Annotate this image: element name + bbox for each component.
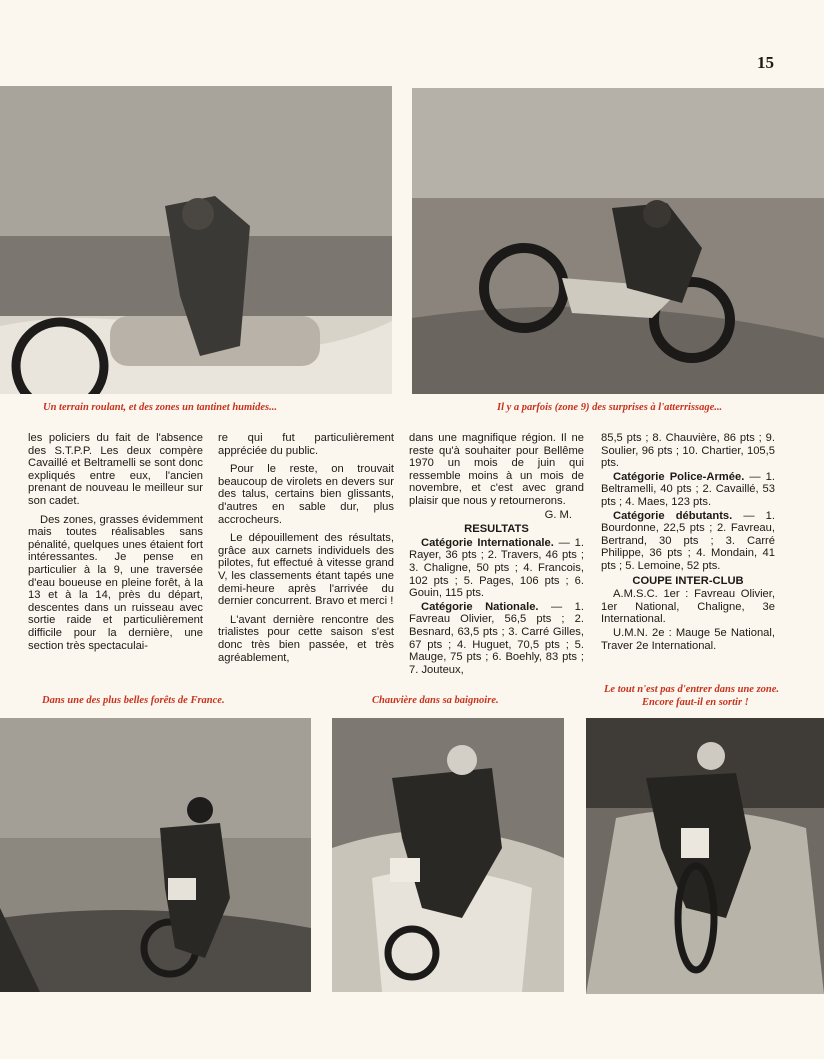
photo-rider-water-top-left xyxy=(0,86,392,394)
cat-internationale-label: Catégorie Internationale. xyxy=(421,536,554,549)
caption-bottom-middle: Chauvière dans sa baignoire. xyxy=(372,695,499,706)
page-number: 15 xyxy=(757,53,774,72)
results-internationale xyxy=(409,537,584,600)
caption-bottom-right-2: Encore faut-il en sortir ! xyxy=(642,697,749,708)
photo-rider-forest-bottom-left xyxy=(0,718,311,992)
col2-paragraph-2: Pour le reste, on trouvait beaucoup de virolets en devers sur des talus, certains bien glissants, d'autres en sable dur, plus accrocheurs. xyxy=(218,463,394,526)
column-4 xyxy=(601,432,775,672)
cat-debutants-label: Catégorie débutants. xyxy=(613,509,733,522)
caption-bottom-left: Dans une des plus belles forêts de France. xyxy=(42,695,225,706)
col1-paragraph-1: les policiers du fait de l'absence des S.T.P.P. Les deux compère Cavaillé et Beltramelli se sont donc expliqués entre eux, l'ancien prenant de nouveau le meilleur sur son cadet. xyxy=(28,432,203,507)
caption-top-left: Un terrain roulant, et des zones un tantinet humides... xyxy=(43,402,277,413)
cat-nationale-label: Catégorie Nationale. xyxy=(421,600,539,613)
photo-chauviere-bottom-middle xyxy=(332,718,564,992)
coupe-heading: COUPE INTER-CLUB xyxy=(632,574,744,587)
results-heading: RESULTATS xyxy=(464,523,529,536)
col2-paragraph-3: Le dépouillement des résultats, grâce aux carnets individuels des pilotes, fut effectué à vitesse grand V, les classements étant tapés une demi-heure après l'arrivée du dernier concurrent. Bravo et merci ! xyxy=(218,532,394,608)
coupe-line-1: A.M.S.C. 1er : Favreau Olivier, 1er National, Chaligne, 3e International. xyxy=(601,588,775,626)
results-police-armee xyxy=(601,471,775,509)
cat-internationale-text: — 1. Rayer, 36 pts ; 2. Travers, 46 pts ; 3. Chaligne, 50 pts ; 4. Francois, 102 pts ; 5. Pages, 106 pts ; 6. Gouin, 115 pts. xyxy=(409,536,585,600)
cat-debutants-text: — 1. Bourdonne, 22,5 pts ; 2. Favreau, Bertrand, 30 pts ; 3. Carré Philippe, 36 pts ; 4. Mondain, 41 pts ; 5. Lemoine, 52 pts. xyxy=(601,509,775,572)
photo-rider-landing-top-right xyxy=(412,88,824,394)
caption-bottom-right-1: Le tout n'est pas d'entrer dans une zone. xyxy=(604,684,780,695)
cat-police-label: Catégorie Police-Armée. xyxy=(613,470,745,483)
coupe-line-2: U.M.N. 2e : Mauge 5e National, Traver 2e International. xyxy=(601,626,775,652)
col1-paragraph-2: Des zones, grasses évidemment mais toutes réalisables sans pénalité, quelques unes étaient fort intéressantes. Je pense en particulier à la 9, une traversée d'eau boueuse en pleine forêt, à la 13 et à la 14, près du départ, descentes dans un ruisseau avec sortie raide et particulièrement difficile pour la dernière, une section très spectaculai- xyxy=(28,513,203,652)
column-2 xyxy=(218,432,394,672)
cat-nationale-text: — 1. Favreau Olivier, 56,5 pts ; 2. Besnard, 63,5 pts ; 3. Carré Gilles, 67 pts ; 4. Huguet, 70,5 pts ; 5. Mauge, 75 pts ; 6. Boehly, 83 pts ; 7. Jouteux, xyxy=(409,600,585,676)
caption-top-right: Il y a parfois (zone 9) des surprises à l'atterrissage... xyxy=(497,402,723,413)
cat-police-text: — 1. Beltramelli, 40 pts ; 2. Cavaillé, 53 pts ; 4. Maes, 123 pts. xyxy=(601,470,776,508)
col3-paragraph-1: dans une magnifique région. Il ne reste qu'à souhaiter pour Bellême 1970 un mois de juin qui ressemble moins à un mois de novembre, et c'est avec grand plaisir que nous y retournerons. xyxy=(409,432,584,507)
column-1 xyxy=(28,432,203,672)
col4-paragraph-1: 85,5 pts ; 8. Chauvière, 86 pts ; 9. Soulier, 96 pts ; 10. Chartier, 105,5 pts. xyxy=(601,432,775,470)
column-3 xyxy=(409,432,585,676)
col2-paragraph-1: re qui fut particulièrement appréciée du public. xyxy=(218,432,394,457)
article-signature: G. M. xyxy=(544,508,572,521)
results-debutants xyxy=(601,510,775,573)
photo-rider-exit-bottom-right xyxy=(586,718,824,994)
col2-paragraph-4: L'avant dernière rencontre des trialistes pour cette saison s'est donc très bien passée, et très agréablement, xyxy=(218,613,394,664)
results-nationale xyxy=(409,601,584,677)
